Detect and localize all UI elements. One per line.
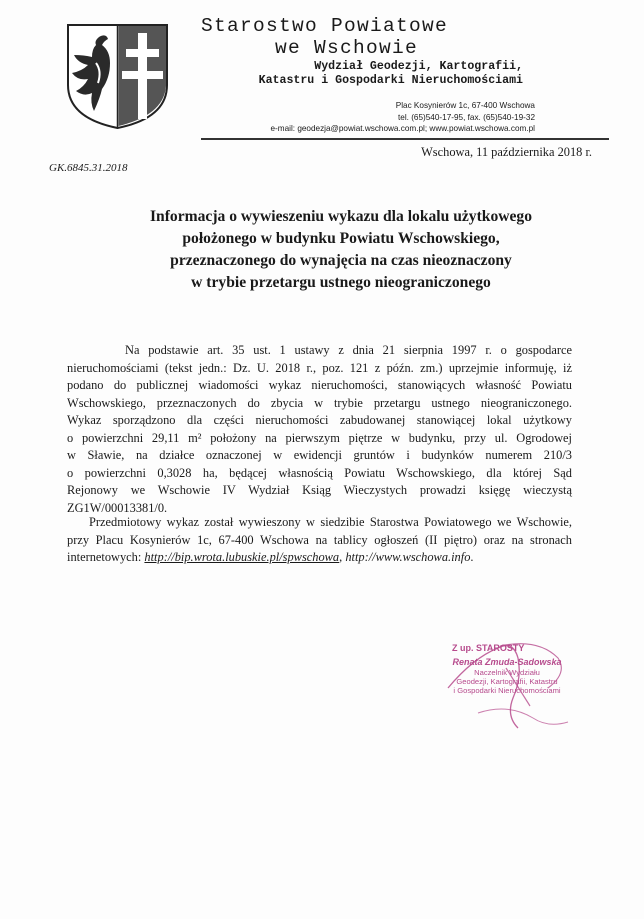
heading-line: położonego w budynku Powiatu Wschowskiego,: [182, 230, 500, 247]
paragraph-line: Wschowskiego, przeznaczonych do zbycia w trybie przetargu ustnego nieograniczonego.: [67, 395, 572, 410]
reference-number: GK.6845.31.2018: [49, 162, 128, 174]
paragraph-line-links: [67, 549, 572, 567]
document-date: Wschowa, 11 października 2018 r.: [421, 145, 592, 159]
heading-line: Informacja o wywieszeniu wykazu dla lokalu użytkowego: [149, 208, 533, 225]
body-paragraph-2: [67, 514, 572, 567]
heading-line: w trybie przetargu ustnego nieograniczonego: [191, 274, 491, 291]
department-line: Wydział Geodezji, Kartografii,: [314, 60, 523, 73]
official-stamp: [437, 656, 577, 696]
paragraph-line: ZG1W/00013381/0.: [67, 500, 168, 515]
header-divider: [201, 138, 609, 140]
document-heading: [58, 206, 624, 294]
phone-fax: tel. (65)540-17-95, fax. (65)540-19-32: [398, 112, 535, 122]
paragraph-line: podano do publicznej wiadomości wykaz nieruchomości, stanowiących własność Powiatu: [67, 378, 572, 392]
department-name: [259, 60, 523, 87]
paragraph-line: o powierzchni 29,11 m² położony na pierwszym piętrze w budynku, przy ul. Ogrodowej: [67, 430, 572, 445]
department-line: Katastru i Gospodarki Nieruchomościami: [258, 73, 523, 87]
paragraph-line: Przedmiotowy wykaz został wywieszony w siedzibie Starostwa Powiatowego we Wschowie,: [89, 515, 572, 529]
paragraph-line: nieruchomościami (tekst jedn.: Dz. U. 2018 r., poz. 121 z późn. zm.) uprzejmie informuję, iż: [67, 360, 572, 375]
contact-block: [270, 100, 535, 135]
stamp-line: i Gospodarki Nieruchomościami: [453, 686, 561, 696]
website-link[interactable]: http://www.wschowa.info: [345, 550, 471, 564]
office-name: Starostwo Powiatowe: [201, 15, 449, 37]
email-www: e-mail: geodezja@powiat.wschowa.com.pl; www.powiat.wschowa.com.pl: [270, 124, 535, 133]
coat-of-arms-icon: [66, 23, 169, 130]
paragraph-line: Wykaz sporządzono dla części nieruchomości zabudowanej stanowiącej lokal użytkowy: [67, 413, 572, 427]
links-separator: ,: [339, 550, 346, 564]
paragraph-line: o powierzchni 0,3028 ha, będącej własnością Powiatu Wschowskiego, dla której Sąd: [67, 465, 572, 480]
stamp-authorization: Z up. STAROSTY: [452, 643, 525, 653]
address: Plac Kosynierów 1c, 67-400 Wschowa: [395, 101, 535, 110]
links-suffix: .: [470, 550, 474, 564]
links-prefix: internetowych:: [67, 550, 145, 564]
heading-line: przeznaczonego do wynajęcia na czas nieoznaczony: [170, 252, 512, 269]
paragraph-line: Rejonowy we Wschowie IV Wydział Ksiąg Wieczystych prowadzi księgę wieczystą: [67, 483, 572, 497]
body-paragraph-1: [67, 342, 572, 517]
stamp-line: Geodezji, Kartografii, Katastru: [456, 677, 558, 687]
paragraph-line: przy Placu Kosynierów 1c, 67-400 Wschowa na tablicy ogłoszeń (II piętro) oraz na stronach: [67, 532, 572, 547]
office-location: we Wschowie: [275, 37, 419, 59]
bip-link[interactable]: http://bip.wrota.lubuskie.pl/spwschowa: [144, 550, 340, 564]
stamp-name: Renata Zmuda-Sadowska: [452, 657, 562, 667]
paragraph-line: Na podstawie art. 35 ust. 1 ustawy z dnia 21 sierpnia 1997 r. o gospodarce: [125, 343, 572, 357]
paragraph-line: w Sławie, na działce oznaczonej w ewidencji gruntów i budynków numerem 210/3: [67, 448, 572, 462]
stamp-line: Naczelnik Wydziału: [474, 668, 540, 677]
